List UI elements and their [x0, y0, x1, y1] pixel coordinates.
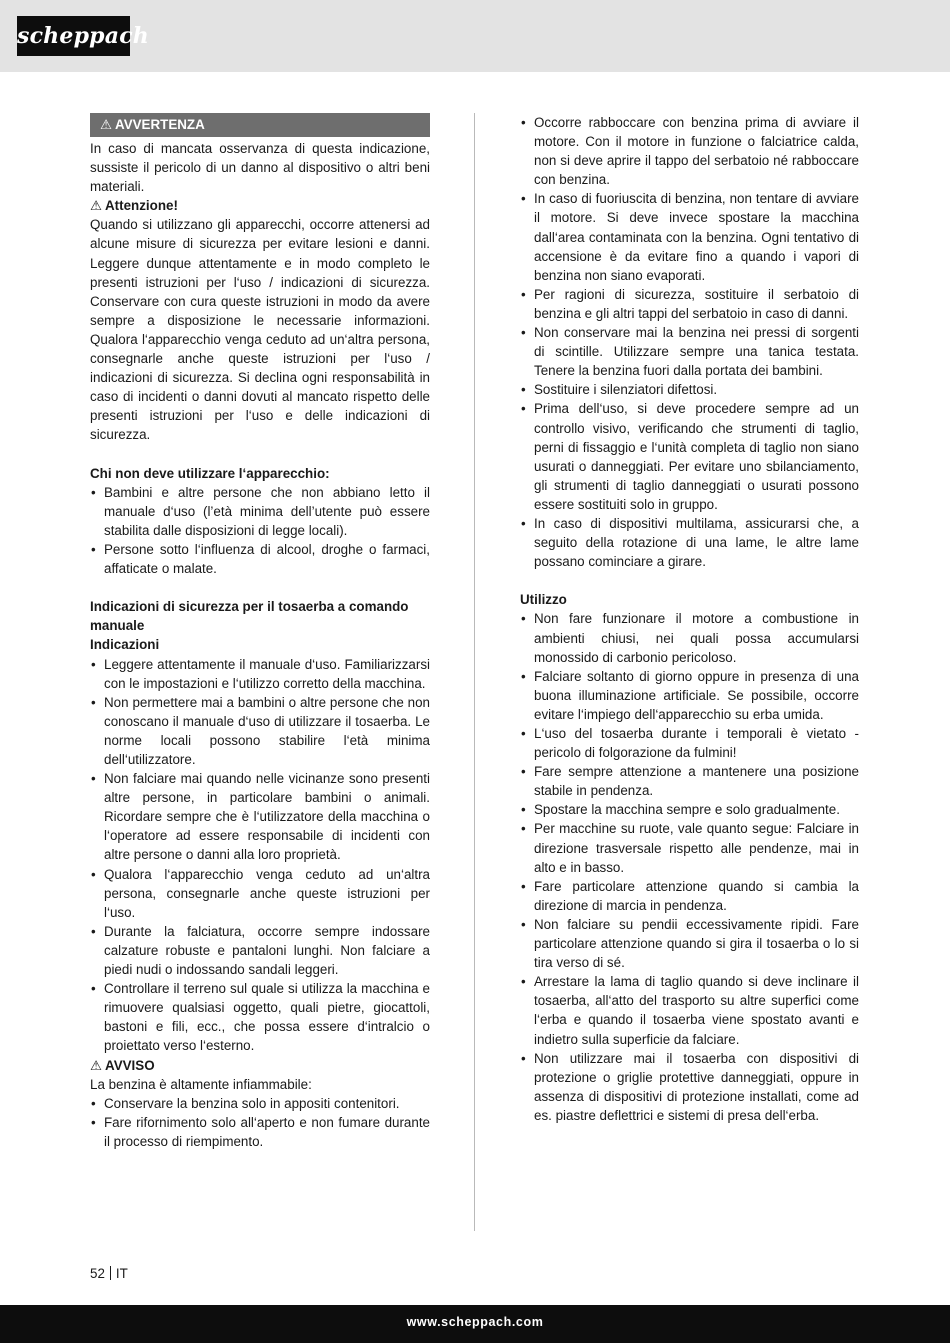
list-item: • Non permettere mai a bambini o altre persone che non conoscano il manuale d‘uso di utilizzare il tosaerba. Le norme locali possono stabilire l‘età minima dell‘utilizzatore. [90, 693, 430, 769]
warning-text: In caso di mancata osservanza di questa indicazione, sussiste il pericolo di un danno al dispositivo o altri beni materiali. [90, 141, 430, 195]
list-item: • Sostituire i silenziatori difettosi. [520, 380, 859, 399]
use-heading: Utilizzo [520, 592, 567, 608]
scheppach-logo: scheppach [17, 16, 130, 56]
list-item: • Durante la falciatura, occorre sempre indossare calzature robuste e pantaloni lunghi. Non falciare a piedi nudi o indossando sandali leggeri. [90, 922, 430, 979]
list-item: • Controllare il terreno sul quale si utilizza la macchina e rimuovere qualsiasi oggetto, quali pietre, giocattoli, bastoni e fili, ecc., che possa essere d‘intralcio o proiettato verso l‘esterno. [90, 979, 430, 1055]
right-column [520, 113, 859, 1125]
use-list [520, 609, 859, 1125]
list-item: • Conservare la benzina solo in appositi contenitori. [90, 1094, 430, 1113]
list-item: • Prima dell‘uso, si deve procedere sempre ad un controllo visivo, verificando che strumenti di taglio, perni di fissaggio e l‘unità completa di taglio non siano usurati o danneggiati. Per evitare uno sbilanciamento, gli strumenti di taglio danneggiati o usurati possono essere sostituiti solo in gruppo. [520, 399, 859, 514]
fuel-list [520, 113, 859, 571]
notice-list [90, 1094, 430, 1151]
who-heading: Chi non deve utilizzare l‘apparecchio: [90, 465, 330, 481]
language-code: IT [115, 1266, 128, 1281]
list-item: • Non falciare mai quando nelle vicinanze sono presenti altre persone, in particolare bambini o animali. Ricordare sempre che è l‘utilizzatore della macchina o l‘operatore ad essere responsabile di incidenti con altre persone o danni alla loro proprietà. [90, 769, 430, 864]
list-item: • Non fare funzionare il motore a combustione in ambienti chiusi, nei quali possa accumularsi monossido di carbonio pericoloso. [520, 609, 859, 666]
website-url: www.scheppach.com [406, 1315, 544, 1329]
list-item: • In caso di fuoriuscita di benzina, non tentare di avviare il motore. Si deve invece spostare la macchina dall‘area contaminata con la benzina. Ogni tentativo di accensione è da evitare fino a quando i vapori di benzina non siano evaporati. [520, 189, 859, 284]
list-item: • Fare rifornimento solo all‘aperto e non fumare durante il processo di riempimento. [90, 1113, 430, 1151]
list-item: • Non conservare mai la benzina nei pressi di sorgenti di scintille. Utilizzare sempre una tanica testata. Tenere la benzina fuori dalla portata dei bambini. [520, 323, 859, 380]
list-item: • In caso di dispositivi multilama, assicurarsi che, a seguito della rotazione di una lame, le altre lame possano cominciare a girare. [520, 514, 859, 571]
page-number-area [90, 1264, 128, 1283]
list-item: • Non falciare su pendii eccessivamente ripidi. Fare particolare attenzione quando si gira il tosaerba o lo si tira verso di sé. [520, 915, 859, 972]
list-item: • Per ragioni di sicurezza, sostituire il serbatoio di benzina e gli altri tappi del serbatoio in caso di danni. [520, 285, 859, 323]
warning-triangle-icon: ⚠ [100, 117, 113, 132]
notice-text: La benzina è altamente infiammabile: [90, 1076, 312, 1092]
indications-heading: Indicazioni [90, 637, 160, 653]
list-item: • Spostare la macchina sempre e solo gradualmente. [520, 800, 859, 819]
attention-title: Attenzione! [105, 198, 178, 214]
attention-text: Quando si utilizzano gli apparecchi, occorre attenersi ad alcune misure di sicurezza per evitare lesioni e danni. Leggere dunque attentamente e in modo completo le presenti istruzioni per l‘uso / indicazioni di sicurezza. Conservare con cura queste istruzioni in modo da avere sempre a disposizione le necessarie informazioni. Qualora l‘apparecchio venga ceduto ad un‘altra persona, consegnarle anche queste istruzioni per l‘uso / indicazioni di sicurezza. Si declina ogni responsabilità in caso di incidenti o danni dovuti al mancato rispetto delle presenti istruzioni per l‘uso e delle indicazioni di sicurezza. [90, 217, 430, 443]
notice-heading [90, 1056, 430, 1075]
list-item: • Per macchine su ruote, vale quanto segue: Falciare in direzione trasversale rispetto alle pendenze, mai in alto e in basso. [520, 819, 859, 876]
warning-heading-bar [90, 113, 430, 137]
list-item: • Fare sempre attenzione a mantenere una posizione stabile in pendenza. [520, 762, 859, 800]
page-number: 52 [90, 1266, 105, 1281]
header-bar [0, 0, 950, 72]
warning-triangle-icon: ⚠ [90, 1057, 103, 1073]
list-item: • Fare particolare attenzione quando si cambia la direzione di marcia in pendenza. [520, 877, 859, 915]
list-item: • Bambini e altre persone che non abbiano letto il manuale d‘uso (l’età minima dell’utente può essere stabilita dalle disposizioni di legge locali). [90, 483, 430, 540]
list-item: • L‘uso del tosaerba durante i temporali è vietato - pericolo di folgorazione da fulmini! [520, 724, 859, 762]
list-item: • Qualora l‘apparecchio venga ceduto ad un‘altra persona, consegnarle anche queste istruzioni per l‘uso. [90, 865, 430, 922]
list-item: • Arrestare la lama di taglio quando si deve inclinare il tosaerba, all‘atto del trasporto su altre superfici come l‘erba e quando il tosaerba viene spostato avanti e indietro sulla superficie da falciare. [520, 972, 859, 1048]
who-list [90, 483, 430, 578]
safety-heading: Indicazioni di sicurezza per il tosaerba a comando manuale [90, 599, 409, 634]
list-item: • Falciare soltanto di giorno oppure in presenza di una buona illuminazione artificiale. Se possibile, occorre evitare l‘impiego dell‘apparecchio su erba umida. [520, 667, 859, 724]
left-column [90, 113, 430, 1151]
attention-heading [90, 196, 430, 215]
notice-title: AVVISO [105, 1057, 155, 1073]
page-separator [110, 1266, 111, 1280]
list-item: • Persone sotto l‘influenza di alcool, droghe o farmaci, affaticate o malate. [90, 540, 430, 578]
list-item: • Leggere attentamente il manuale d‘uso. Familiarizzarsi con le impostazioni e l‘utilizzo corretto della macchina. [90, 655, 430, 693]
list-item: • Non utilizzare mai il tosaerba con dispositivi di protezione o griglie protettive danneggiati, oppure in assenza di dispositivi di protezione installati, come ad es. piastre deflettrici e sistemi di presa dell‘erba. [520, 1049, 859, 1125]
indications-list [90, 655, 430, 1056]
warning-triangle-icon: ⚠ [90, 198, 103, 214]
list-item: • Occorre rabboccare con benzina prima di avviare il motore. Con il motore in funzione o falciatrice calda, non si deve aprire il tappo del serbatoio né rabboccare con benzina. [520, 113, 859, 189]
footer-bar [0, 1305, 950, 1343]
column-divider [474, 113, 475, 1231]
warning-title: AVVERTENZA [115, 117, 205, 132]
